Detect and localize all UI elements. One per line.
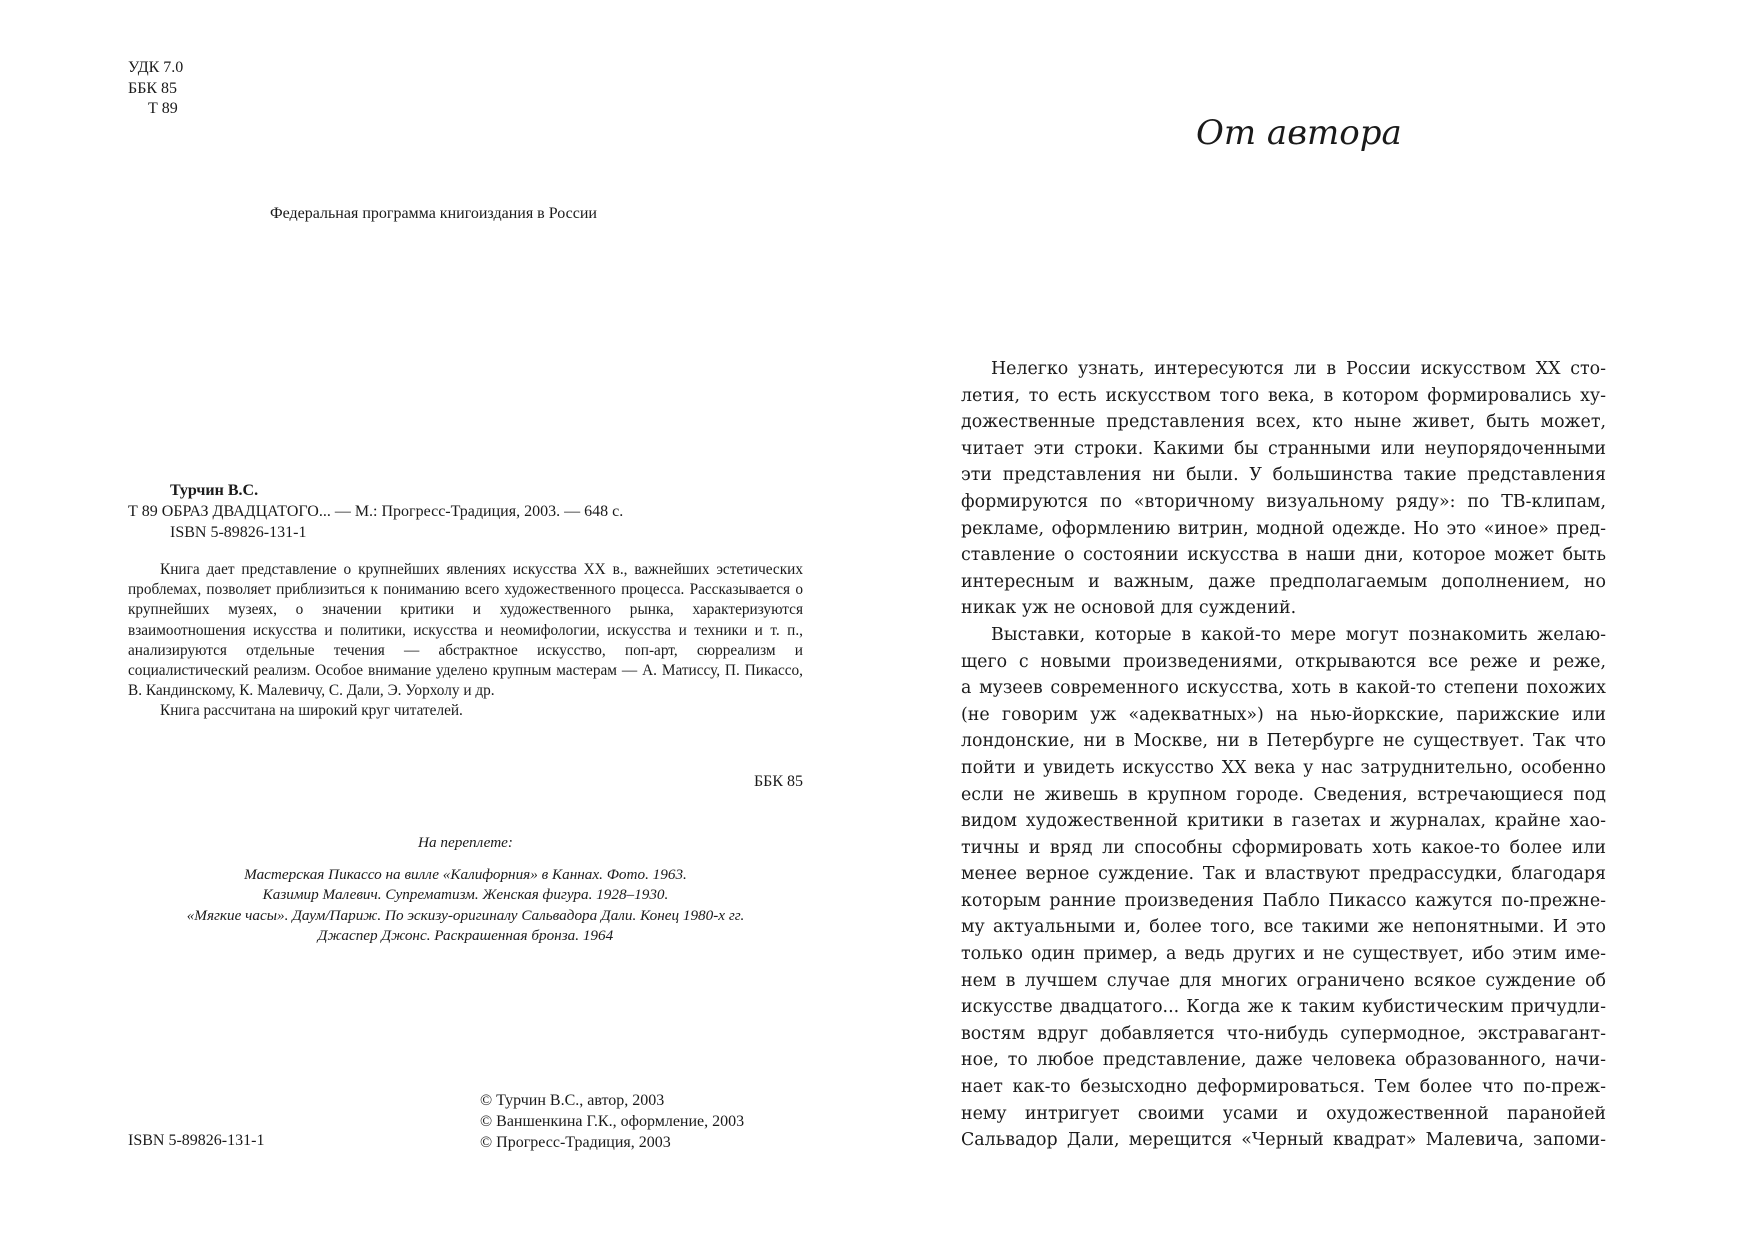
prose-line: а музеев современного искусства, хоть в какой-то степени похожих xyxy=(961,678,1606,699)
isbn-bottom: ISBN 5-89826-131-1 xyxy=(128,1132,265,1149)
cover-credit-line: Казимир Малевич. Супрематизм. Женская фигура. 1928–1930. xyxy=(262,886,669,903)
prose-line: читает эти строки. Какими бы странными или неупорядоченными xyxy=(961,438,1606,459)
prose-line: если не живешь в крупном городе. Сведения, встречающиеся под xyxy=(961,784,1606,805)
prose-line: тичны и вряд ли способны сформировать хоть какое-то более или xyxy=(961,837,1606,858)
author-mark: Т 89 xyxy=(148,100,178,117)
prose-line: никак уж не основой для суждений. xyxy=(961,598,1297,619)
cover-heading: На переплете: xyxy=(418,834,513,851)
book-title-line: Т 89 ОБРАЗ ДВАДЦАТОГО... — М.: Прогресс-Традиция, 2003. — 648 с. xyxy=(128,503,624,520)
book-isbn: ISBN 5-89826-131-1 xyxy=(170,524,307,541)
prose-line: интересным и важным, даже предполагаемым дополнением, но xyxy=(961,571,1606,592)
prose-line: нему интригует своими усами и охудожественной паранойей xyxy=(961,1103,1606,1124)
prose-line: рекламе, оформлению витрин, модной одежде. Но это «иное» пред- xyxy=(961,518,1606,539)
copyright-line: © Ваншенкина Г.К., оформление, 2003 xyxy=(480,1113,745,1130)
cover-credits xyxy=(128,833,803,947)
prose-line: му актуальными и, более того, все такими же непонятными. И это xyxy=(961,917,1606,938)
prose-line: дожественные представления всех, кто ныне живет, быть может, xyxy=(961,412,1606,433)
abstract-audience: Книга рассчитана на широкий круг читателей. xyxy=(160,702,463,720)
copyright-line: © Прогресс-Традиция, 2003 xyxy=(480,1134,671,1151)
library-codes xyxy=(128,58,183,120)
preface-heading-handwritten xyxy=(1192,104,1512,164)
prose-line: ное, то любое представление, даже человека образованного, начи- xyxy=(961,1050,1606,1071)
prose-line: ставление о состоянии искусства в наши дни, которое может быть xyxy=(961,545,1606,566)
prose-line: летия, то есть искусством того века, в котором формировались ху- xyxy=(961,385,1606,406)
prose-line: видом художественной критики в газетах и журналах, крайне хао- xyxy=(961,811,1606,832)
bbk-code: ББК 85 xyxy=(128,79,178,97)
udk-code: УДК 7.0 xyxy=(128,59,184,76)
preface-body xyxy=(961,356,1606,1154)
prose-line: щего с новыми произведениями, открываются все реже и реже, xyxy=(961,651,1606,672)
prose-line: Выставки, которые в какой-то мере могут познакомить желаю- xyxy=(991,624,1606,645)
copyright-notices xyxy=(480,1090,744,1153)
prose-line: только один пример, а ведь других и не существует, ибо этим име- xyxy=(961,944,1606,965)
bibliographic-record xyxy=(128,480,808,543)
copyright-line: © Турчин В.С., автор, 2003 xyxy=(480,1092,665,1109)
prose-line: искусстве двадцатого... Когда же к таким кубистическим причудли- xyxy=(961,997,1606,1018)
prose-line: лондонские, ни в Москве, ни в Петербурге не существует. Так что xyxy=(961,731,1606,752)
prose-line: востям вдруг добавляется что-нибудь супермодное, экстравагант- xyxy=(961,1023,1606,1044)
prose-line: (не говорим уж «адекватных») на нью-йоркские, парижские или xyxy=(961,704,1606,725)
prose-line: Сальвадор Дали, мерещится «Черный квадрат» Малевича, запоми- xyxy=(961,1130,1606,1151)
prose-line: Нелегко узнать, интересуются ли в России искусством XX сто- xyxy=(991,359,1606,379)
prose-line: которым ранние произведения Пабло Пикассо кажутся по-прежне- xyxy=(961,890,1606,911)
federal-program-note: Федеральная программа книгоиздания в России xyxy=(270,205,597,222)
left-page-imprint xyxy=(0,0,877,1241)
right-page-preface xyxy=(877,0,1755,1241)
prose-line: пойти и увидеть искусство XX века у нас затруднительно, особенно xyxy=(961,757,1606,778)
prose-line: нем в лучшем случае для многих ограничено всякое суждение об xyxy=(961,970,1606,991)
prose-line: нает как-то безысходно деформироваться. Тем более что по-преж- xyxy=(961,1077,1606,1098)
cover-credit-line: Мастерская Пикассо на вилле «Калифорния» в Каннах. Фото. 1963. xyxy=(244,865,687,883)
cover-credit-line: «Мягкие часы». Даум/Париж. По эскизу-оригиналу Сальвадора Дали. Конец 1980-х гг. xyxy=(186,906,745,924)
prose-line: менее верное суждение. Так и властвуют предрассудки, благодаря xyxy=(961,864,1606,885)
prose-line: формируются по «вторичному визуальному ряду»: по ТВ-клипам, xyxy=(961,491,1606,512)
prose-line: эти представления ни были. У большинства такие представления xyxy=(961,465,1606,486)
book-author: Турчин В.С. xyxy=(170,482,259,499)
bbk-code-right: ББК 85 xyxy=(753,773,803,790)
abstract-paragraph: Книга дает представление о крупнейших явлениях искусства XX в., важнейших эстетических проблемах, позволяет приблизиться к пониманию всего художественного процесса. Рассказывается о крупнейших музеях, о значении критики и художественного рынка, характеризуются взаимоотношения искусства и политики, искусства и неомифологии, искусства и техники и т. п., анализируются отдельные течения — абстрактное искусство, поп-арт, сюрреализм и социалистический реализм. Особое внимание уделено крупным мастерам — А. Матиссу, П. Пикассо, В. Кандинскому, К. Малевичу, С. Дали, Э. Уорхолу и др. xyxy=(128,561,803,700)
preface-heading-text: От автора xyxy=(1196,113,1402,153)
cover-credit-line: Джаспер Джонс. Раскрашенная бронза. 1964 xyxy=(317,927,614,944)
book-abstract xyxy=(128,560,803,722)
